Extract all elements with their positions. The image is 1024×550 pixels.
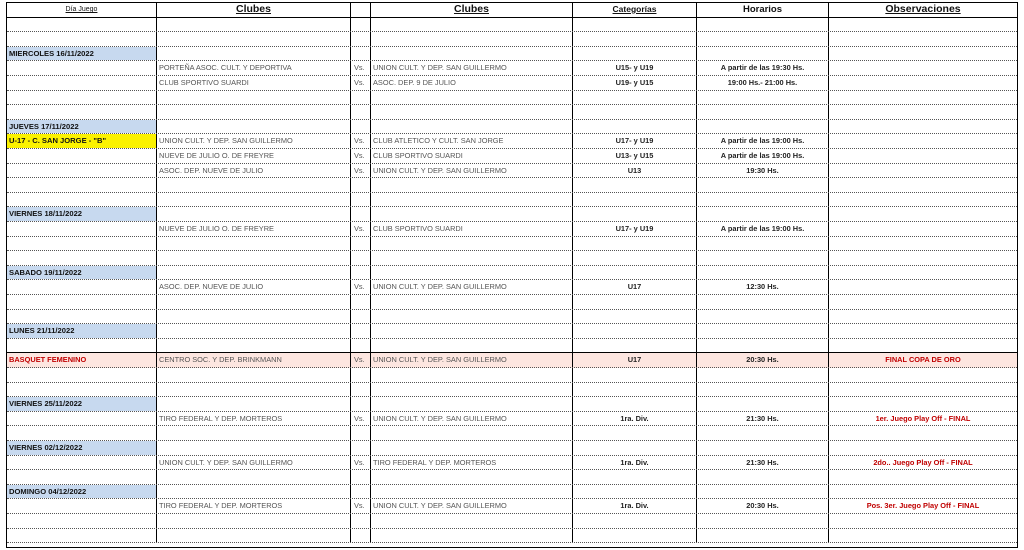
vs-cell: [351, 47, 371, 61]
day-cell: [7, 426, 157, 440]
observacion-cell: [829, 47, 1017, 61]
header-observaciones: Observaciones: [885, 3, 961, 15]
day-cell: VIERNES 02/12/2022: [7, 441, 157, 455]
horario-cell: [697, 514, 829, 528]
table-row: [7, 310, 1017, 325]
categoria-cell: U17- y U19: [573, 134, 697, 148]
vs-cell: [351, 193, 371, 207]
vs-cell: Vs.: [351, 499, 371, 513]
vs-cell: [351, 324, 371, 338]
horario-cell: 21:30 Hs.: [697, 456, 829, 470]
observacion-cell: [829, 61, 1017, 75]
club-local-cell: TIRO FEDERAL Y DEP. MORTEROS: [157, 499, 351, 513]
table-row: [7, 470, 1017, 485]
categoria-cell: 1ra. Div.: [573, 412, 697, 426]
vs-cell: [351, 310, 371, 324]
table-row: [7, 529, 1017, 544]
vs-cell: [351, 266, 371, 280]
observacion-cell: [829, 397, 1017, 411]
club-local-cell: PORTEÑA ASOC. CULT. Y DEPORTIVA: [157, 61, 351, 75]
horario-cell: 21:30 Hs.: [697, 412, 829, 426]
club-visita-cell: [371, 310, 573, 324]
club-visita-cell: [371, 485, 573, 499]
club-local-cell: [157, 18, 351, 32]
horario-cell: [697, 324, 829, 338]
vs-cell: Vs.: [351, 164, 371, 178]
club-local-cell: [157, 207, 351, 221]
club-local-cell: [157, 251, 351, 265]
club-visita-cell: CLUB SPORTIVO SUARDI: [371, 149, 573, 163]
table-row: [7, 485, 1017, 500]
day-cell: [7, 251, 157, 265]
club-local-cell: [157, 237, 351, 251]
observacion-cell: [829, 514, 1017, 528]
schedule-sheet: [6, 2, 1018, 548]
observacion-cell: Pos. 3er. Juego Play Off - FINAL: [866, 501, 980, 511]
categoria-cell: [573, 339, 697, 353]
horario-cell: A partir de las 19:00 Hs.: [697, 149, 829, 163]
vs-cell: [351, 178, 371, 192]
vs-cell: [351, 470, 371, 484]
club-visita-cell: [371, 47, 573, 61]
club-visita-cell: [371, 397, 573, 411]
categoria-cell: U13: [573, 164, 697, 178]
club-local-cell: [157, 324, 351, 338]
observacion-cell: [829, 91, 1017, 105]
horario-cell: [697, 91, 829, 105]
vs-cell: Vs.: [351, 280, 371, 294]
table-row: [7, 105, 1017, 120]
observacion-cell: [829, 18, 1017, 32]
horario-cell: [697, 18, 829, 32]
vs-cell: [351, 237, 371, 251]
header-horarios: Horarios: [697, 3, 829, 17]
table-row: [7, 295, 1017, 310]
table-row: [7, 383, 1017, 398]
club-local-cell: [157, 178, 351, 192]
header-vs: [351, 3, 371, 17]
club-local-cell: [157, 397, 351, 411]
horario-cell: [697, 368, 829, 382]
club-visita-cell: UNION CULT. Y DEP. SAN GUILLERMO: [371, 499, 573, 513]
horario-cell: [697, 295, 829, 309]
day-cell: [7, 383, 157, 397]
day-cell: BASQUET FEMENINO: [7, 353, 157, 367]
categoria-cell: [573, 193, 697, 207]
club-visita-cell: UNION CULT. Y DEP. SAN GUILLERMO: [371, 164, 573, 178]
table-row: [7, 120, 1017, 135]
club-local-cell: ASOC. DEP. NUEVE DE JULIO: [157, 164, 351, 178]
observacion-cell: [829, 368, 1017, 382]
observacion-cell: [829, 251, 1017, 265]
day-cell: VIERNES 18/11/2022: [7, 207, 157, 221]
day-cell: DOMINGO 04/12/2022: [7, 485, 157, 499]
table-row: [7, 368, 1017, 383]
vs-cell: [351, 120, 371, 134]
vs-cell: [351, 105, 371, 119]
observacion-cell: [829, 149, 1017, 163]
club-local-cell: CENTRO SOC. Y DEP. BRINKMANN: [157, 353, 351, 367]
club-visita-cell: [371, 120, 573, 134]
horario-cell: [697, 251, 829, 265]
horario-cell: [697, 383, 829, 397]
horario-cell: [697, 237, 829, 251]
day-cell: [7, 61, 157, 75]
table-row: [7, 397, 1017, 412]
vs-cell: [351, 397, 371, 411]
observacion-cell: [829, 164, 1017, 178]
day-cell: [7, 164, 157, 178]
club-visita-cell: TIRO FEDERAL Y DEP. MORTEROS: [371, 456, 573, 470]
vs-cell: [351, 91, 371, 105]
horario-cell: [697, 426, 829, 440]
club-local-cell: [157, 193, 351, 207]
horario-cell: [697, 470, 829, 484]
club-visita-cell: [371, 266, 573, 280]
day-cell: [7, 222, 157, 236]
observacion-cell: [829, 310, 1017, 324]
observacion-cell: [829, 470, 1017, 484]
categoria-cell: [573, 105, 697, 119]
day-cell: [7, 193, 157, 207]
categoria-cell: [573, 295, 697, 309]
table-row: [7, 18, 1017, 33]
day-cell: JUEVES 17/11/2022: [7, 120, 157, 134]
table-row: [7, 251, 1017, 266]
club-visita-cell: [371, 91, 573, 105]
club-local-cell: NUEVE DE JULIO O. DE FREYRE: [157, 222, 351, 236]
categoria-cell: [573, 310, 697, 324]
club-visita-cell: [371, 324, 573, 338]
categoria-cell: [573, 514, 697, 528]
day-cell: [7, 32, 157, 46]
club-local-cell: [157, 120, 351, 134]
club-local-cell: [157, 266, 351, 280]
club-local-cell: [157, 295, 351, 309]
day-cell: LUNES 21/11/2022: [7, 324, 157, 338]
club-local-cell: [157, 105, 351, 119]
day-cell: [7, 339, 157, 353]
horario-cell: [697, 105, 829, 119]
horario-cell: A partir de las 19:00 Hs.: [697, 222, 829, 236]
club-visita-cell: [371, 441, 573, 455]
table-row: [7, 91, 1017, 106]
club-visita-cell: [371, 32, 573, 46]
club-visita-cell: ASOC. DEP. 9 DE JULIO: [371, 76, 573, 90]
observacion-cell: FINAL COPA DE ORO: [829, 353, 1017, 367]
day-cell: [7, 91, 157, 105]
vs-cell: [351, 295, 371, 309]
categoria-cell: [573, 251, 697, 265]
club-local-cell: [157, 383, 351, 397]
club-visita-cell: [371, 178, 573, 192]
horario-cell: 20:30 Hs.: [697, 353, 829, 367]
categoria-cell: U17: [573, 353, 697, 367]
club-visita-cell: [371, 339, 573, 353]
day-cell: [7, 237, 157, 251]
categoria-cell: [573, 237, 697, 251]
categoria-cell: [573, 47, 697, 61]
club-visita-cell: [371, 207, 573, 221]
table-row: [7, 47, 1017, 62]
day-cell: [7, 295, 157, 309]
categoria-cell: [573, 324, 697, 338]
club-visita-cell: CLUB SPORTIVO SUARDI: [371, 222, 573, 236]
observacion-cell: [829, 237, 1017, 251]
table-row: [7, 441, 1017, 456]
horario-cell: [697, 310, 829, 324]
day-cell: [7, 18, 157, 32]
horario-cell: [697, 266, 829, 280]
club-local-cell: [157, 514, 351, 528]
club-visita-cell: UNION CULT. Y DEP. SAN GUILLERMO: [371, 280, 573, 294]
categoria-cell: [573, 441, 697, 455]
vs-cell: [351, 514, 371, 528]
categoria-cell: U13- y U15: [573, 149, 697, 163]
categoria-cell: [573, 91, 697, 105]
club-visita-cell: [371, 470, 573, 484]
horario-cell: 20:30 Hs.: [697, 499, 829, 513]
day-cell: [7, 529, 157, 543]
horario-cell: [697, 207, 829, 221]
day-cell: [7, 499, 157, 513]
categoria-cell: [573, 178, 697, 192]
header-clubes-visita: Clubes: [371, 3, 573, 17]
club-local-cell: [157, 32, 351, 46]
vs-cell: [351, 485, 371, 499]
horario-cell: [697, 339, 829, 353]
vs-cell: [351, 18, 371, 32]
club-visita-cell: [371, 251, 573, 265]
observacion-cell: [829, 441, 1017, 455]
club-visita-cell: CLUB ATLETICO Y CULT. SAN JORGE: [371, 134, 573, 148]
club-local-cell: [157, 339, 351, 353]
vs-cell: [351, 368, 371, 382]
observacion-cell: [829, 207, 1017, 221]
vs-cell: [351, 383, 371, 397]
categoria-cell: [573, 368, 697, 382]
observacion-cell: [829, 76, 1017, 90]
vs-cell: Vs.: [351, 134, 371, 148]
vs-cell: [351, 426, 371, 440]
categoria-cell: [573, 383, 697, 397]
day-cell: VIERNES 25/11/2022: [7, 397, 157, 411]
horario-cell: [697, 529, 829, 543]
horario-cell: A partir de las 19:30 Hs.: [697, 61, 829, 75]
horario-cell: [697, 47, 829, 61]
day-cell: [7, 149, 157, 163]
vs-cell: [351, 32, 371, 46]
table-row: [7, 499, 1017, 514]
table-row: [7, 426, 1017, 441]
table-row: [7, 353, 1017, 368]
table-row: [7, 207, 1017, 222]
club-visita-cell: [371, 193, 573, 207]
club-local-cell: [157, 368, 351, 382]
categoria-cell: [573, 529, 697, 543]
horario-cell: [697, 441, 829, 455]
club-visita-cell: [371, 105, 573, 119]
club-visita-cell: [371, 529, 573, 543]
horario-cell: [697, 32, 829, 46]
horario-cell: 19:00 Hs.- 21:00 Hs.: [697, 76, 829, 90]
table-row: [7, 280, 1017, 295]
table-row: [7, 514, 1017, 529]
categoria-cell: [573, 120, 697, 134]
club-local-cell: NUEVE DE JULIO O. DE FREYRE: [157, 149, 351, 163]
observacion-cell: [829, 339, 1017, 353]
club-local-cell: [157, 470, 351, 484]
vs-cell: Vs.: [351, 412, 371, 426]
club-local-cell: CLUB SPORTIVO SUARDI: [157, 76, 351, 90]
vs-cell: Vs.: [351, 353, 371, 367]
vs-cell: [351, 529, 371, 543]
day-cell: [7, 76, 157, 90]
day-cell: [7, 412, 157, 426]
observacion-cell: [829, 266, 1017, 280]
club-visita-cell: [371, 368, 573, 382]
observacion-cell: [829, 295, 1017, 309]
categoria-cell: U17- y U19: [573, 222, 697, 236]
club-local-cell: ASOC. DEP. NUEVE DE JULIO: [157, 280, 351, 294]
vs-cell: [351, 339, 371, 353]
vs-cell: Vs.: [351, 456, 371, 470]
vs-cell: Vs.: [351, 149, 371, 163]
club-local-cell: [157, 441, 351, 455]
categoria-cell: [573, 397, 697, 411]
day-cell: MIERCOLES 16/11/2022: [7, 47, 157, 61]
horario-cell: [697, 485, 829, 499]
club-local-cell: [157, 485, 351, 499]
horario-cell: 19:30 Hs.: [697, 164, 829, 178]
observacion-cell: [829, 222, 1017, 236]
header-dia-juego: Día Juego: [7, 3, 157, 17]
observacion-cell: [829, 324, 1017, 338]
club-visita-cell: [371, 295, 573, 309]
categoria-cell: 1ra. Div.: [573, 499, 697, 513]
categoria-cell: [573, 426, 697, 440]
vs-cell: [351, 207, 371, 221]
observacion-cell: [829, 105, 1017, 119]
club-local-cell: TIRO FEDERAL Y DEP. MORTEROS: [157, 412, 351, 426]
club-visita-cell: [371, 237, 573, 251]
header-row: [7, 3, 1017, 18]
table-row: [7, 76, 1017, 91]
club-local-cell: UNION CULT. Y DEP. SAN GUILLERMO: [157, 456, 351, 470]
observacion-cell: 2do.. Juego Play Off - FINAL: [873, 457, 973, 467]
vs-cell: Vs.: [351, 76, 371, 90]
categoria-cell: [573, 266, 697, 280]
club-visita-cell: [371, 514, 573, 528]
day-cell: [7, 310, 157, 324]
observacion-cell: [829, 193, 1017, 207]
day-cell: [7, 456, 157, 470]
day-cell: SABADO 19/11/2022: [7, 266, 157, 280]
observacion-cell: [829, 280, 1017, 294]
vs-cell: Vs.: [351, 61, 371, 75]
club-local-cell: [157, 529, 351, 543]
observacion-cell: [829, 383, 1017, 397]
categoria-cell: U19- y U15: [573, 76, 697, 90]
day-cell: [7, 368, 157, 382]
table-row: [7, 134, 1017, 149]
observacion-cell: [829, 134, 1017, 148]
horario-cell: [697, 178, 829, 192]
club-visita-cell: [371, 383, 573, 397]
categoria-cell: [573, 207, 697, 221]
table-row: [7, 456, 1017, 471]
day-cell: [7, 470, 157, 484]
club-local-cell: [157, 47, 351, 61]
day-cell: [7, 514, 157, 528]
observacion-cell: [829, 120, 1017, 134]
club-visita-cell: [371, 18, 573, 32]
table-row: [7, 32, 1017, 47]
observacion-cell: [829, 426, 1017, 440]
observacion-cell: [829, 178, 1017, 192]
horario-cell: [697, 193, 829, 207]
table-row: [7, 178, 1017, 193]
observacion-cell: [829, 32, 1017, 46]
horario-cell: [697, 397, 829, 411]
table-row: [7, 222, 1017, 237]
club-visita-cell: [371, 426, 573, 440]
categoria-cell: [573, 18, 697, 32]
observacion-cell: 1er. Juego Play Off - FINAL: [875, 413, 971, 423]
horario-cell: [697, 120, 829, 134]
vs-cell: Vs.: [351, 222, 371, 236]
day-cell: U-17 - C. SAN JORGE - "B": [7, 134, 157, 148]
day-cell: [7, 178, 157, 192]
club-visita-cell: UNION CULT. Y DEP. SAN GUILLERMO: [371, 353, 573, 367]
categoria-cell: 1ra. Div.: [573, 456, 697, 470]
categoria-cell: [573, 470, 697, 484]
table-row: [7, 339, 1017, 354]
club-visita-cell: UNION CULT. Y DEP. SAN GUILLERMO: [371, 412, 573, 426]
categoria-cell: [573, 485, 697, 499]
day-cell: [7, 105, 157, 119]
vs-cell: [351, 251, 371, 265]
club-visita-cell: UNION CULT. Y DEP. SAN GUILLERMO: [371, 61, 573, 75]
club-local-cell: UNION CULT. Y DEP. SAN GUILLERMO: [157, 134, 351, 148]
club-local-cell: [157, 91, 351, 105]
table-row: [7, 164, 1017, 179]
horario-cell: 12:30 Hs.: [697, 280, 829, 294]
table-row: [7, 149, 1017, 164]
header-categorias: Categorías: [573, 3, 697, 17]
observacion-cell: [829, 529, 1017, 543]
table-row: [7, 61, 1017, 76]
table-row: [7, 412, 1017, 427]
day-cell: [7, 280, 157, 294]
table-row: [7, 193, 1017, 208]
table-row: [7, 324, 1017, 339]
categoria-cell: [573, 32, 697, 46]
club-local-cell: [157, 310, 351, 324]
table-row: [7, 266, 1017, 281]
horario-cell: A partir de las 19:00 Hs.: [697, 134, 829, 148]
header-clubes-local: Clubes: [157, 3, 351, 17]
observacion-cell: [829, 485, 1017, 499]
categoria-cell: U17: [573, 280, 697, 294]
table-row: [7, 237, 1017, 252]
club-local-cell: [157, 426, 351, 440]
vs-cell: [351, 441, 371, 455]
categoria-cell: U15- y U19: [573, 61, 697, 75]
